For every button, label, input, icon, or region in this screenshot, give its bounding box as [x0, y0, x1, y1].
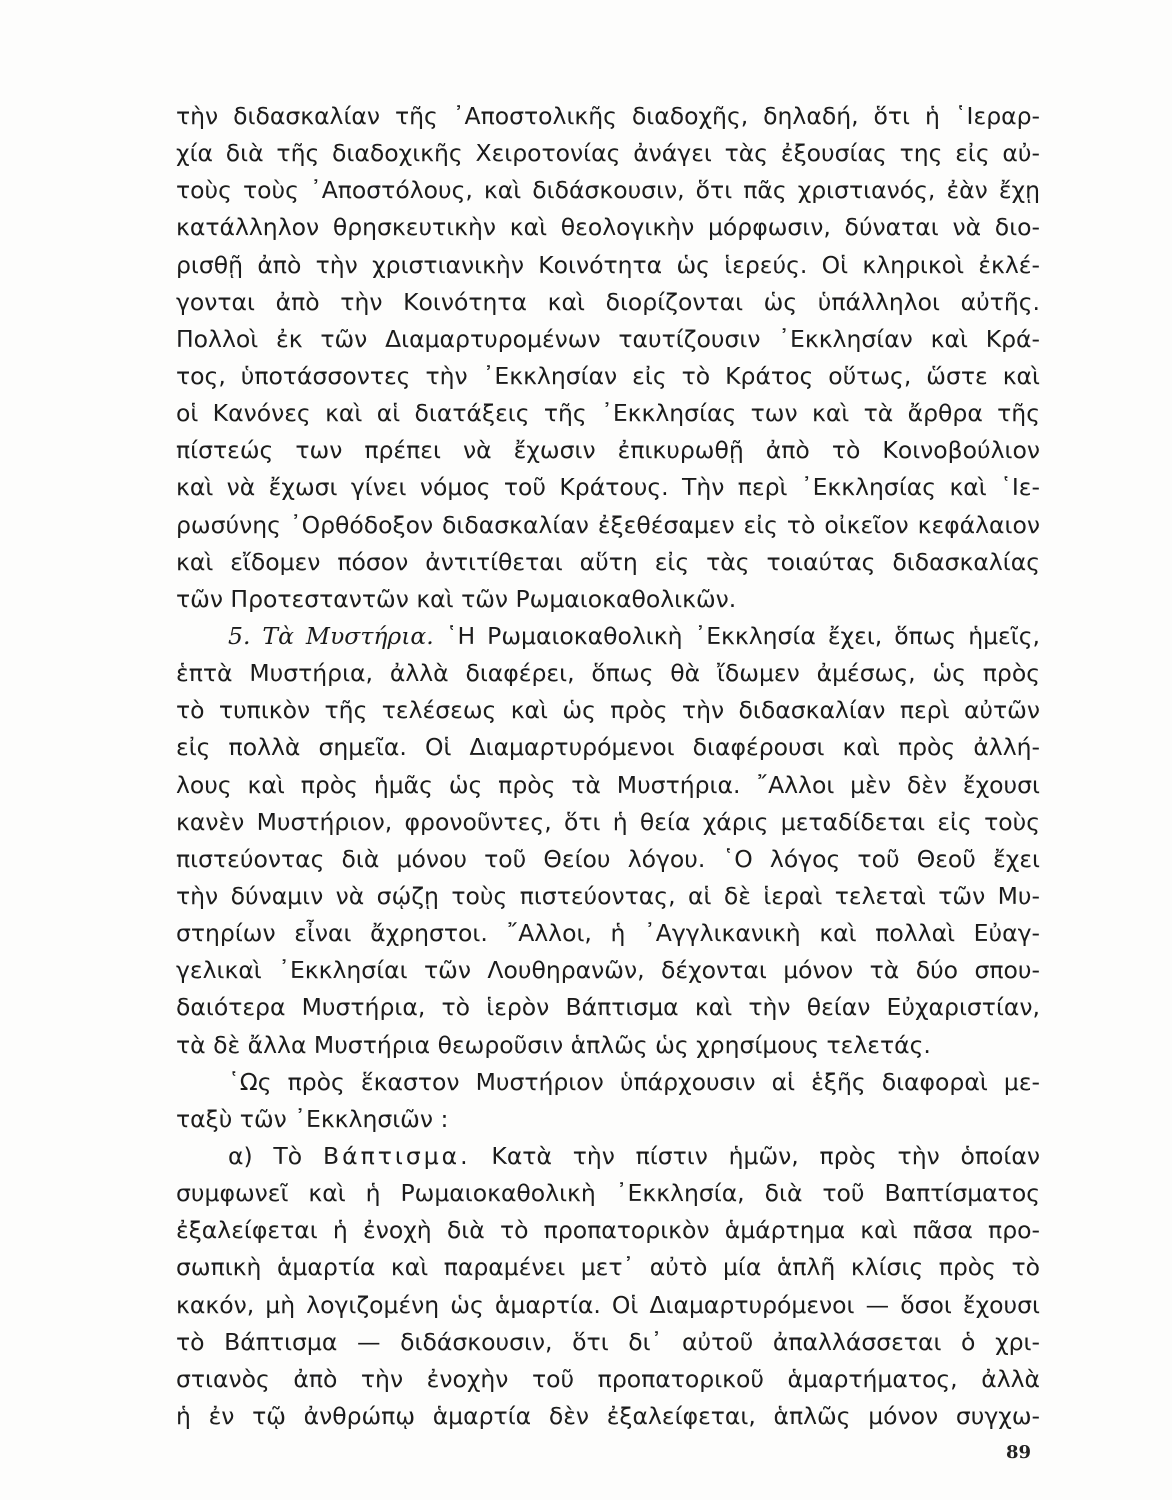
text-line: στηρίων εἶναι ἄχρηστοι. ῎Αλλοι, ἡ ᾿Αγγλικανικὴ καὶ πολλαὶ Εὐαγ- — [176, 919, 1040, 948]
subsection-heading-text: Κατὰ τὴν πίστιν ἡμῶν, πρὸς τὴν ὁποίαν — [491, 1141, 1040, 1170]
text-line: εἰς πολλὰ σημεῖα. Οἱ Διαμαρτυρόμενοι διαφέρουσι καὶ πρὸς ἀλλή- — [176, 733, 1040, 762]
text-line: ρισθῇ ἀπὸ τὴν χριστιανικὴν Κοινότητα ὡς ἱερεύς. Οἱ κληρικοὶ ἐκλέ- — [176, 250, 1040, 279]
text-line: πίστεώς των πρέπει νὰ ἔχωσιν ἐπικυρωθῇ ἀπὸ τὸ Κοινοβούλιον — [176, 436, 1040, 465]
page-number: 89 — [1006, 1442, 1032, 1463]
text-line: δαιότερα Μυστήρια, τὸ ἱερὸν Βάπτισμα καὶ τὴν θείαν Εὐχαριστίαν, — [176, 993, 1040, 1022]
text-line: τὸ τυπικὸν τῆς τελέσεως καὶ ὡς πρὸς τὴν διδασκαλίαν περὶ αὐτῶν — [176, 696, 1040, 725]
text-line: τῶν Προτεσταντῶν καὶ τῶν Ρωμαιοκαθολικῶν. — [176, 584, 737, 613]
text-line: Πολλοὶ ἐκ τῶν Διαμαρτυρομένων ταυτίζουσιν ᾿Εκκλησίαν καὶ Κρά- — [176, 324, 1040, 353]
text-line: καὶ εἴδομεν πόσον ἀντιτίθεται αὕτη εἰς τὰς τοιαύτας διδασκαλίας — [176, 547, 1040, 576]
text-line: τὴν διδασκαλίαν τῆς ᾿Αποστολικῆς διαδοχῆς, δηλαδή, ὅτι ἡ ῾Ιεραρ- — [176, 102, 1040, 130]
text-line: γελικαὶ ᾿Εκκλησίαι τῶν Λουθηρανῶν, δέχονται μόνον τὰ δύο σπου- — [176, 956, 1040, 985]
subsection-heading-line — [176, 1138, 1040, 1175]
text-line: κακόν, μὴ λογιζομένη ὡς ἁμαρτία. Οἱ Διαμαρτυρόμενοι — ὅσοι ἔχουσι — [176, 1290, 1040, 1319]
section-heading-text: ῾Η Ρωμαιοκαθολικὴ ᾿Εκκλησία ἔχει, ὅπως ἡμεῖς, — [445, 621, 1040, 650]
subsection-title: Βάπτισμα. — [322, 1141, 471, 1170]
text-line: οἱ Κανόνες καὶ αἱ διατάξεις τῆς ᾿Εκκλησίας των καὶ τὰ ἄρθρα τῆς — [176, 399, 1040, 428]
text-line: ῾Ως πρὸς ἕκαστον Μυστήριον ὑπάρχουσιν αἱ ἑξῆς διαφοραὶ με- — [228, 1067, 1040, 1096]
text-line: τοὺς τοὺς ᾿Αποστόλους, καὶ διδάσκουσιν, ὅτι πᾶς χριστιανός, ἐὰν ἔχῃ — [176, 176, 1040, 205]
section-title: Τὰ Μυστήρια. — [262, 621, 434, 650]
text-line: σωπικὴ ἁμαρτία καὶ παραμένει μετ᾿ αὐτὸ μία ἁπλῆ κλίσις πρὸς τὸ — [176, 1253, 1040, 1282]
text-line: γονται ἀπὸ τὴν Κοινότητα καὶ διορίζονται ὡς ὑπάλληλοι αὐτῆς. — [176, 287, 1040, 316]
section-heading-line — [176, 618, 1040, 655]
text-line: καὶ νὰ ἔχωσι γίνει νόμος τοῦ Κράτους. Τὴν περὶ ᾿Εκκλησίας καὶ ῾Ιε- — [176, 473, 1040, 502]
body-text — [176, 98, 1040, 1435]
text-line: πιστεύοντας διὰ μόνου τοῦ Θείου λόγου. ῾Ο λόγος τοῦ Θεοῦ ἔχει — [176, 844, 1040, 873]
text-line: ἐξαλείφεται ἡ ἐνοχὴ διὰ τὸ προπατορικὸν ἁμάρτημα καὶ πᾶσα προ- — [176, 1216, 1040, 1245]
text-line: ρωσύνης ᾿Ορθόδοξον διδασκαλίαν ἐξεθέσαμεν εἰς τὸ οἰκεῖον κεφάλαιον — [176, 510, 1040, 539]
text-line: συμφωνεῖ καὶ ἡ Ρωμαιοκαθολικὴ ᾿Εκκλησία, διὰ τοῦ Βαπτίσματος — [176, 1179, 1040, 1208]
text-line: κατάλληλον θρησκευτικὴν καὶ θεολογικὴν μόρφωσιν, δύναται νὰ διο- — [176, 213, 1040, 242]
text-line: χία διὰ τῆς διαδοχικῆς Χειροτονίας ἀνάγει τὰς ἐξουσίας της εἰς αὐ- — [176, 139, 1040, 168]
text-line: στιανὸς ἀπὸ τὴν ἐνοχὴν τοῦ προπατορικοῦ ἁμαρτήματος, ἀλλὰ — [176, 1364, 1040, 1393]
text-line: λους καὶ πρὸς ἡμᾶς ὡς πρὸς τὰ Μυστήρια. ῎Αλλοι μὲν δὲν ἔχουσι — [176, 770, 1040, 799]
text-line: τος, ὑποτάσσοντες τὴν ᾿Εκκλησίαν εἰς τὸ Κράτος οὕτως, ὥστε καὶ — [176, 361, 1040, 390]
text-line: τὰ δὲ ἄλλα Μυστήρια θεωροῦσιν ἁπλῶς ὡς χρησίμους τελετάς. — [176, 1030, 931, 1059]
text-line: ἡ ἐν τῷ ἀνθρώπῳ ἁμαρτία δὲν ἐξαλείφεται, ἁπλῶς μόνον συγχω- — [176, 1401, 1040, 1430]
text-line: ἑπτὰ Μυστήρια, ἀλλὰ διαφέρει, ὅπως θὰ ἴδωμεν ἀμέσως, ὡς πρὸς — [176, 659, 1040, 688]
text-line: ταξὺ τῶν ᾿Εκκλησιῶν : — [176, 1104, 449, 1133]
text-line: τὸ Βάπτισμα — διδάσκουσιν, ὅτι δι᾿ αὐτοῦ ἀπαλλάσσεται ὁ χρι- — [176, 1327, 1040, 1356]
section-number: 5. — [228, 621, 251, 650]
text-line: τὴν δύναμιν νὰ σῴζῃ τοὺς πιστεύοντας, αἱ δὲ ἱεραὶ τελεταὶ τῶν Μυ- — [176, 881, 1040, 910]
text-line: κανὲν Μυστήριον, φρονοῦντες, ὅτι ἡ θεία χάρις μεταδίδεται εἰς τοὺς — [176, 807, 1040, 836]
subsection-label: α) Τὸ — [228, 1141, 303, 1170]
